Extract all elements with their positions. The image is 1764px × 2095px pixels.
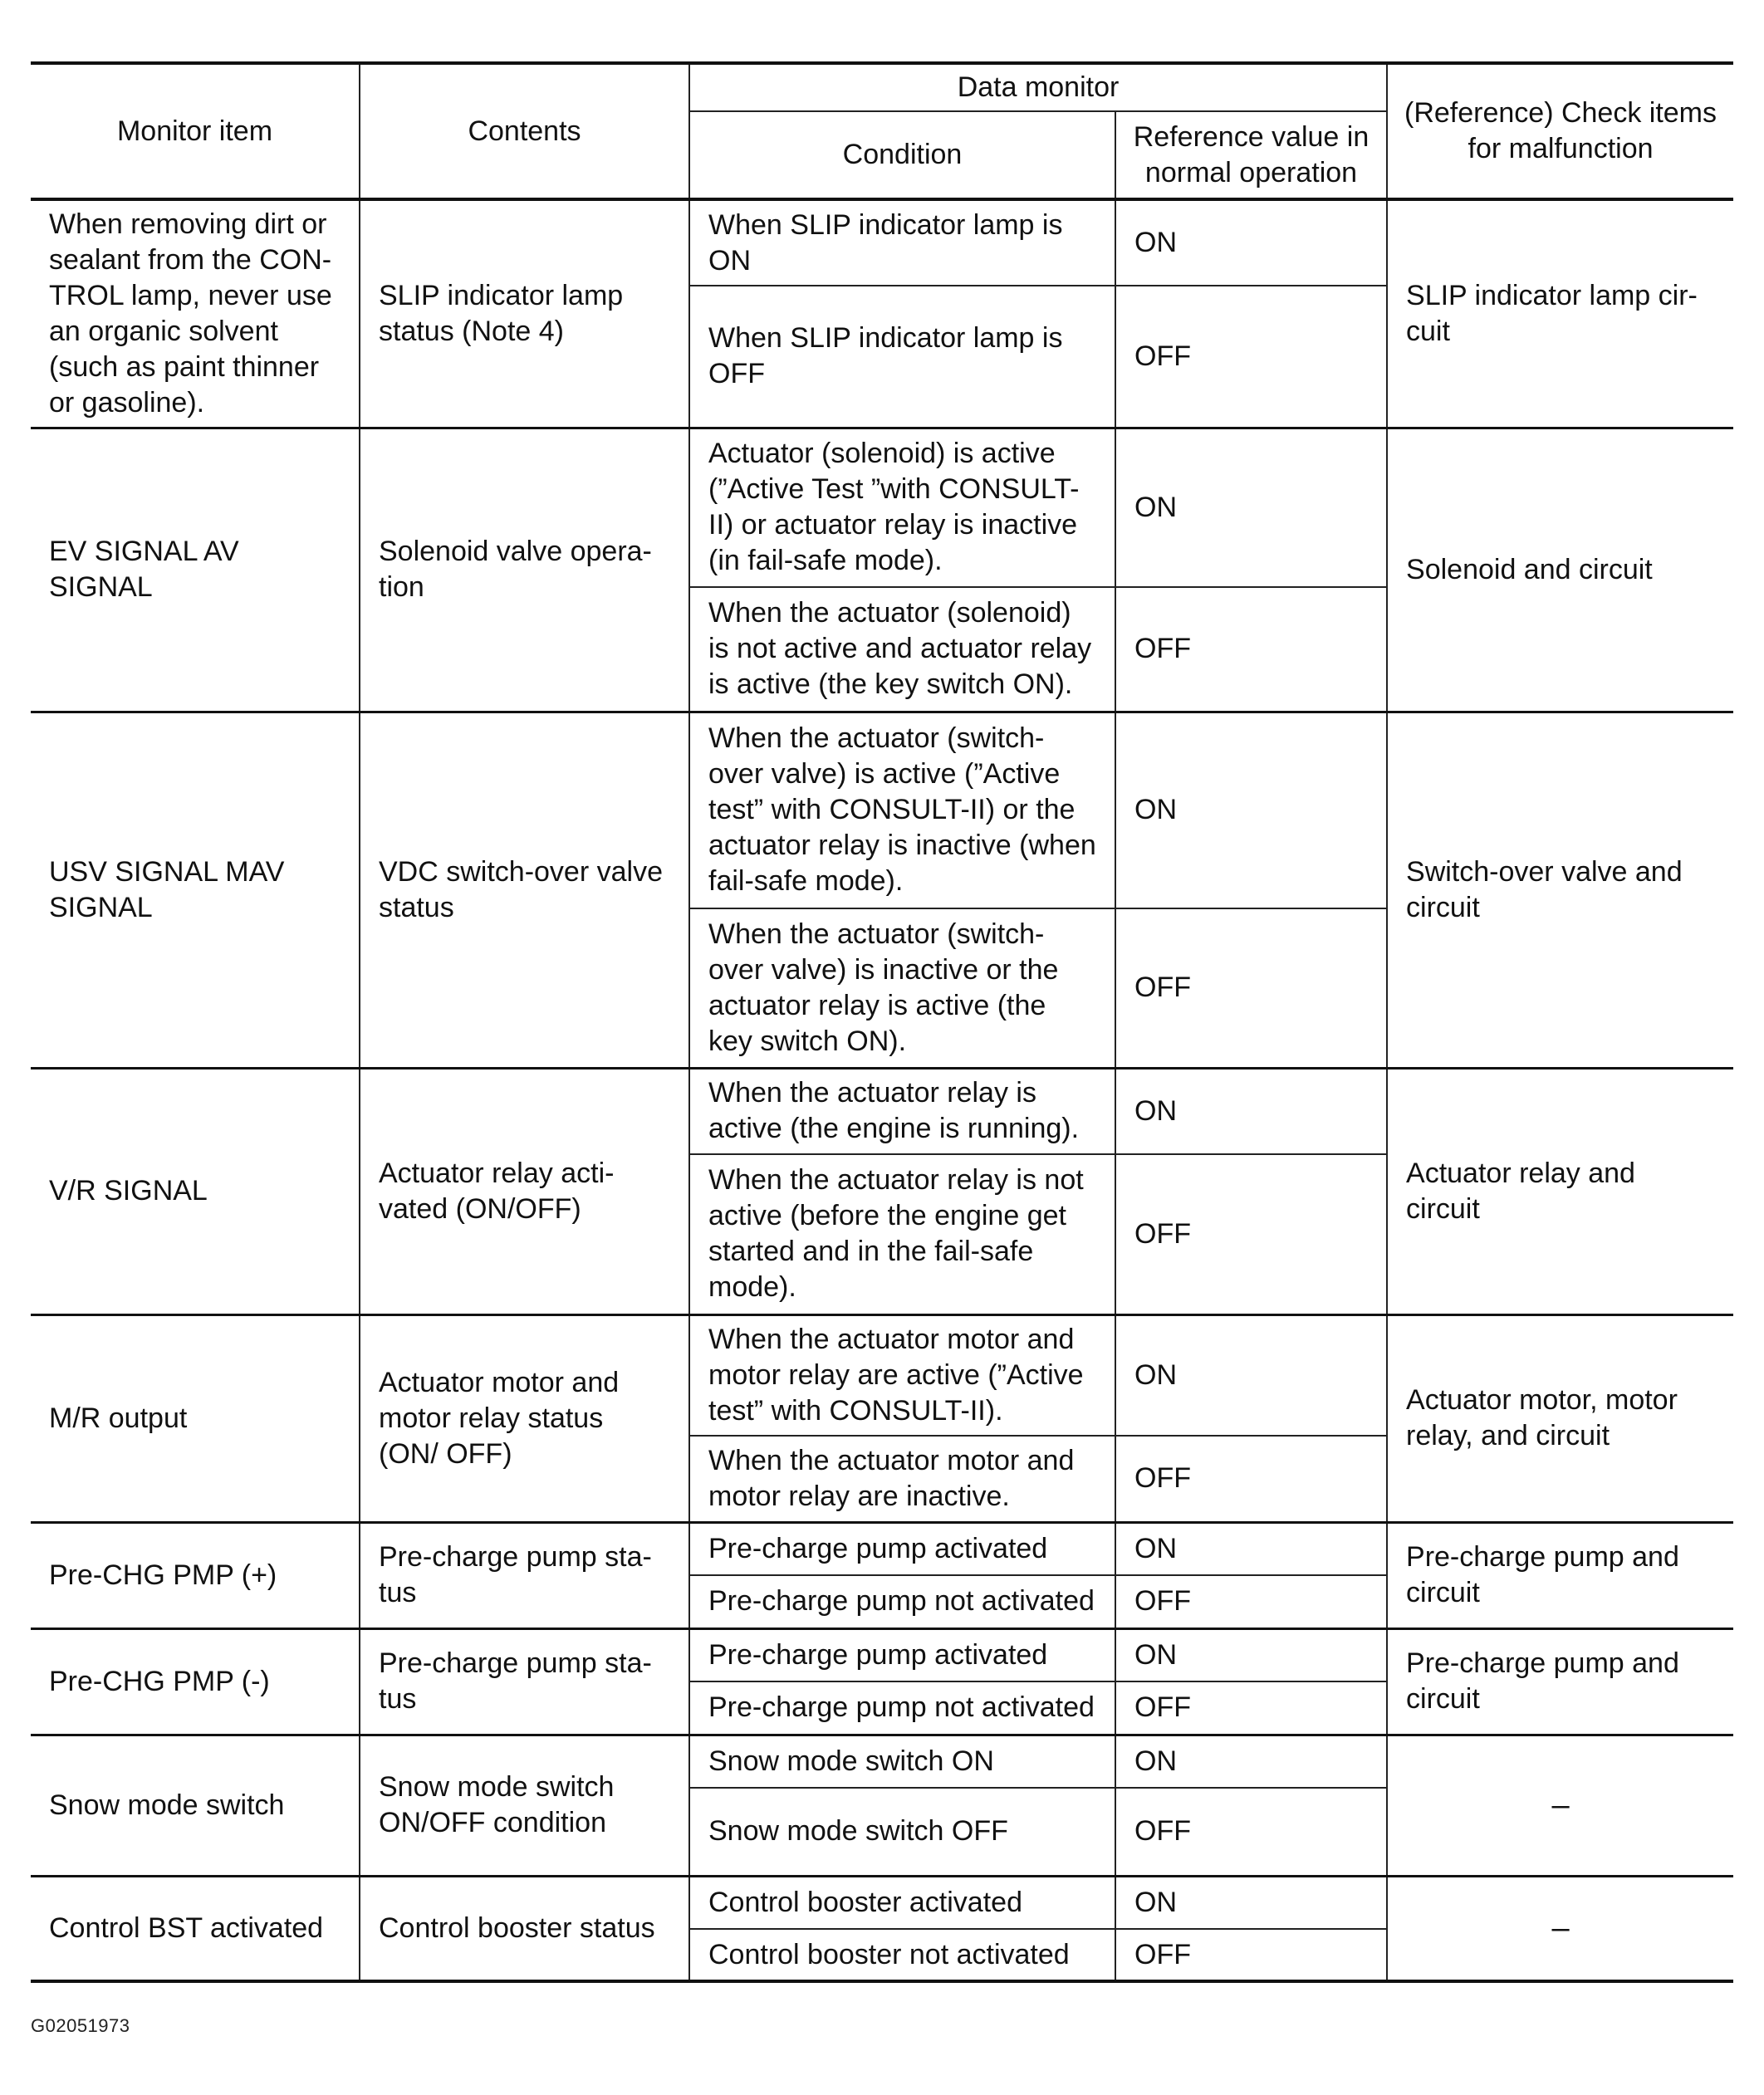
condition-cell: When the actuator (switch-over valve) is active (”Active test” with CONSULT-II) or the actuator relay is inactive (when fail-safe mode). — [689, 712, 1115, 908]
table-row — [31, 428, 1733, 587]
table-group — [31, 1314, 1733, 1522]
check-items-cell: Pre-charge pump and circuit — [1387, 1628, 1733, 1735]
monitor-item-cell: Control BST activated — [31, 1876, 360, 1981]
reference-value-cell: ON — [1115, 428, 1387, 587]
header-check-items: (Reference) Check items for malfunction — [1387, 63, 1733, 199]
condition-cell: When the actuator motor and motor relay are inactive. — [689, 1436, 1115, 1522]
monitor-item-cell: Pre-CHG PMP (+) — [31, 1522, 360, 1628]
document-page — [31, 61, 1733, 1983]
reference-value-cell: OFF — [1115, 587, 1387, 712]
contents-cell: Snow mode switch ON/OFF condition — [360, 1735, 689, 1876]
table-row — [31, 1628, 1733, 1681]
table-group — [31, 1628, 1733, 1735]
contents-cell: SLIP indicator lamp status (Note 4) — [360, 199, 689, 428]
contents-cell: VDC switch-over valve status — [360, 712, 689, 1068]
reference-value-cell: OFF — [1115, 1154, 1387, 1314]
header-condition: Condition — [689, 111, 1115, 199]
reference-value-cell: OFF — [1115, 908, 1387, 1068]
reference-value-cell: ON — [1115, 1735, 1387, 1788]
check-items-cell: Pre-charge pump and circuit — [1387, 1522, 1733, 1628]
reference-value-cell: ON — [1115, 199, 1387, 286]
check-items-cell: – — [1387, 1735, 1733, 1876]
table-group — [31, 428, 1733, 712]
condition-cell: When SLIP indicator lamp is OFF — [689, 286, 1115, 428]
table-header — [31, 63, 1733, 199]
check-items-cell: – — [1387, 1876, 1733, 1981]
reference-value-cell: OFF — [1115, 1929, 1387, 1981]
reference-value-cell: ON — [1115, 1876, 1387, 1929]
table-row — [31, 712, 1733, 908]
reference-value-cell: OFF — [1115, 286, 1387, 428]
figure-id: G02051973 — [31, 2015, 130, 2036]
reference-value-cell: ON — [1115, 712, 1387, 908]
contents-cell: Control booster status — [360, 1876, 689, 1981]
monitor-item-cell: M/R output — [31, 1314, 360, 1522]
table-row — [31, 1735, 1733, 1788]
table-row — [31, 199, 1733, 286]
condition-cell: Actuator (solenoid) is active (”Active Test ”with CONSULT-II) or actuator relay is inactive (in fail-safe mode). — [689, 428, 1115, 587]
table-row — [31, 1314, 1733, 1436]
check-items-cell: Actuator motor, motor relay, and circuit — [1387, 1314, 1733, 1522]
condition-cell: Control booster activated — [689, 1876, 1115, 1929]
header-contents: Contents — [360, 63, 689, 199]
condition-cell: When the actuator (solenoid) is not active and actuator relay is active (the key switch ON). — [689, 587, 1115, 712]
reference-value-cell: ON — [1115, 1314, 1387, 1436]
monitor-item-cell: V/R SIGNAL — [31, 1068, 360, 1314]
reference-value-cell: ON — [1115, 1068, 1387, 1154]
check-items-cell: Switch-over valve and circuit — [1387, 712, 1733, 1068]
reference-value-cell: OFF — [1115, 1436, 1387, 1522]
contents-cell: Pre-charge pump sta-tus — [360, 1628, 689, 1735]
table-group — [31, 1522, 1733, 1628]
table-group — [31, 1068, 1733, 1314]
reference-value-cell: OFF — [1115, 1681, 1387, 1735]
condition-cell: Control booster not activated — [689, 1929, 1115, 1981]
check-items-cell: SLIP indicator lamp cir-cuit — [1387, 199, 1733, 428]
condition-cell: When the actuator (switch-over valve) is inactive or the actuator relay is active (the key switch ON). — [689, 908, 1115, 1068]
reference-value-cell: ON — [1115, 1628, 1387, 1681]
condition-cell: When the actuator relay is active (the engine is running). — [689, 1068, 1115, 1154]
monitor-item-cell: USV SIGNAL MAV SIGNAL — [31, 712, 360, 1068]
condition-cell: Pre-charge pump activated — [689, 1628, 1115, 1681]
condition-cell: Pre-charge pump activated — [689, 1522, 1115, 1575]
contents-cell: Pre-charge pump sta-tus — [360, 1522, 689, 1628]
check-items-cell: Actuator relay and circuit — [1387, 1068, 1733, 1314]
table-row — [31, 1876, 1733, 1929]
table-group — [31, 199, 1733, 428]
condition-cell: Pre-charge pump not activated — [689, 1681, 1115, 1735]
condition-cell: Snow mode switch ON — [689, 1735, 1115, 1788]
contents-cell: Solenoid valve opera-tion — [360, 428, 689, 712]
table-row — [31, 1522, 1733, 1575]
header-reference-value: Reference value in normal operation — [1115, 111, 1387, 199]
table-group — [31, 712, 1733, 1068]
table-row — [31, 1068, 1733, 1154]
contents-cell: Actuator motor and motor relay status (ON/ OFF) — [360, 1314, 689, 1522]
condition-cell: Pre-charge pump not activated — [689, 1575, 1115, 1628]
table-group — [31, 1735, 1733, 1876]
reference-value-cell: ON — [1115, 1522, 1387, 1575]
condition-cell: When SLIP indicator lamp is ON — [689, 199, 1115, 286]
reference-value-cell: OFF — [1115, 1575, 1387, 1628]
monitor-item-cell: EV SIGNAL AV SIGNAL — [31, 428, 360, 712]
condition-cell: When the actuator relay is not active (before the engine get started and in the fail-safe mode). — [689, 1154, 1115, 1314]
contents-cell: Actuator relay acti-vated (ON/OFF) — [360, 1068, 689, 1314]
monitor-item-cell: Snow mode switch — [31, 1735, 360, 1876]
reference-value-cell: OFF — [1115, 1788, 1387, 1876]
data-monitor-table — [31, 61, 1733, 1983]
condition-cell: Snow mode switch OFF — [689, 1788, 1115, 1876]
monitor-item-cell: Pre-CHG PMP (-) — [31, 1628, 360, 1735]
header-monitor-item: Monitor item — [31, 63, 360, 199]
check-items-cell: Solenoid and circuit — [1387, 428, 1733, 712]
monitor-item-cell: When removing dirt or sealant from the CON-TROL lamp, never use an organic solvent (such as paint thinner or gasoline). — [31, 199, 360, 428]
header-data-monitor: Data monitor — [689, 63, 1387, 111]
table-group — [31, 1876, 1733, 1981]
condition-cell: When the actuator motor and motor relay are active (”Active test” with CONSULT-II). — [689, 1314, 1115, 1436]
